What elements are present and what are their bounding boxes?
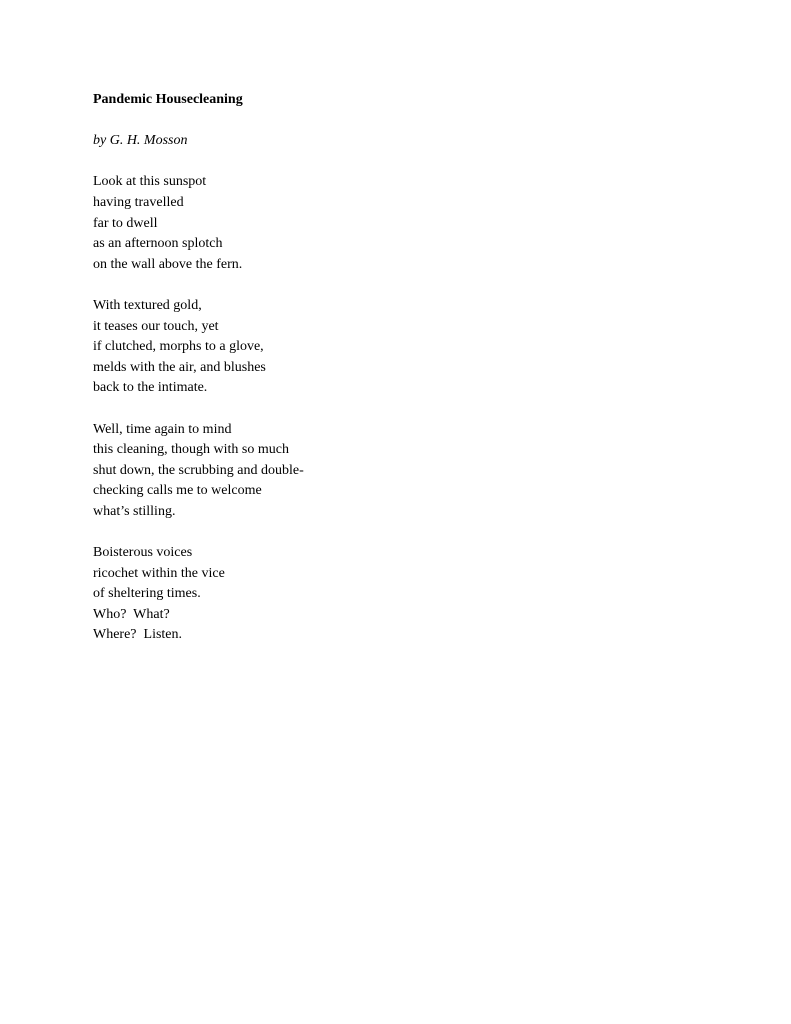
stanza-2 <box>93 296 693 399</box>
poem-line: on the wall above the fern. <box>93 256 243 272</box>
poem-title: Pandemic Housecleaning <box>93 92 243 107</box>
poem-line: it teases our touch, yet <box>93 318 219 334</box>
poem-line: this cleaning, though with so much <box>93 442 289 458</box>
poem-line: shut down, the scrubbing and double- <box>93 462 304 478</box>
stanza-3 <box>93 420 693 523</box>
poem-line: Boisterous voices <box>93 545 193 561</box>
poem-line: Who? What? <box>93 606 170 622</box>
poem-line: if clutched, morphs to a glove, <box>93 339 264 355</box>
poem-line: what’s stilling. <box>93 503 176 519</box>
poem-line: Look at this sunspot <box>93 174 207 190</box>
poem-line: back to the intimate. <box>93 380 208 396</box>
document-page <box>93 90 693 646</box>
poem-byline: by G. H. Mosson <box>93 133 188 149</box>
poem-line: checking calls me to welcome <box>93 483 262 499</box>
poem-line: ricochet within the vice <box>93 565 225 581</box>
poem-line: having travelled <box>93 194 184 210</box>
poem-line: far to dwell <box>93 215 158 231</box>
poem-line: as an afternoon splotch <box>93 236 223 252</box>
poem-line: of sheltering times. <box>93 586 201 602</box>
stanza-4 <box>93 543 693 646</box>
poem-line: melds with the air, and blushes <box>93 359 266 375</box>
stanza-1 <box>93 172 693 275</box>
poem-line: Well, time again to mind <box>93 421 232 437</box>
poem-line: With textured gold, <box>93 297 202 313</box>
poem-line: Where? Listen. <box>93 627 183 643</box>
